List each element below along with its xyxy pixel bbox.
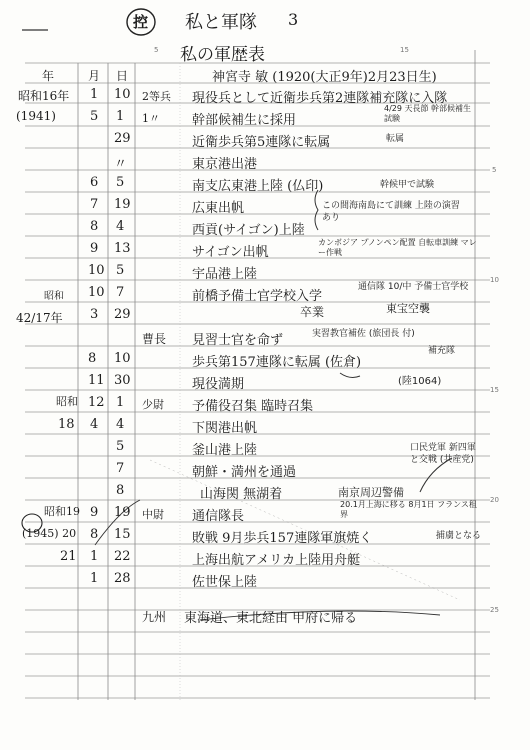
row-day: 22 bbox=[114, 549, 131, 564]
row-rank: 中尉 bbox=[142, 508, 164, 521]
column-header-year: 年 bbox=[42, 69, 55, 83]
row-note: 20.1月上海に移る 8月1日 フランス租界 bbox=[340, 500, 477, 519]
row-note: この間海南島にて訓練 上陸の演習あり bbox=[322, 201, 460, 223]
row-month: 5 bbox=[90, 109, 99, 124]
margin-number: 5 bbox=[492, 166, 497, 174]
row-event: 朝鮮・満州を通過 bbox=[192, 465, 297, 480]
row-event: 現役兵として近衛歩兵第2連隊補充隊に入隊 bbox=[192, 91, 448, 106]
row-event: 山海関 無湖着 bbox=[200, 487, 283, 502]
row-month: 10 bbox=[88, 285, 105, 300]
row-event: 敗戦 9月歩兵157連隊軍旗焼く bbox=[192, 531, 373, 546]
row-day: 30 bbox=[114, 373, 131, 388]
row-year: (1941) bbox=[16, 109, 56, 123]
row-note: 幹候甲で試験 bbox=[380, 180, 435, 190]
row-month: 8 bbox=[88, 351, 97, 366]
row-event: 通信隊長 bbox=[192, 509, 245, 524]
row-note: 4/29 天長節 幹部候補生試験 bbox=[384, 104, 472, 123]
row-month: 1 bbox=[90, 87, 99, 102]
row-month: 3 bbox=[90, 307, 99, 322]
row-note: 東宝空襲 bbox=[386, 302, 430, 315]
row-note: 捕虜となる bbox=[436, 531, 482, 541]
column-header-day: 日 bbox=[116, 69, 129, 83]
row-day: 28 bbox=[114, 571, 131, 586]
row-day: 7 bbox=[116, 285, 125, 300]
row-year: 昭和 bbox=[44, 291, 64, 302]
row-note: 転属 bbox=[386, 134, 405, 144]
row-month: 6 bbox=[90, 175, 99, 190]
row-event: 南支広東港上陸 (仏印) bbox=[192, 179, 324, 194]
row-rank: 少尉 bbox=[142, 398, 164, 411]
row-note: 補充隊 bbox=[428, 346, 456, 356]
row-day: 5 bbox=[116, 439, 125, 454]
row-month: 1 bbox=[90, 571, 99, 586]
row-event: 宇品港上陸 bbox=[192, 267, 258, 282]
row-rank: 九州 bbox=[142, 610, 167, 624]
row-day: 8 bbox=[116, 483, 125, 498]
row-month: 4 bbox=[90, 417, 99, 432]
margin-number: 25 bbox=[490, 606, 499, 614]
row-month: 1 bbox=[90, 549, 99, 564]
stamp-text: 控 bbox=[133, 13, 149, 31]
row-event: 釜山港上陸 bbox=[192, 443, 258, 458]
row-event: サイゴン出帆 bbox=[192, 245, 269, 260]
row-year: 昭和16年 bbox=[18, 89, 70, 103]
row-day: 15 bbox=[114, 527, 131, 542]
document-title: 私と軍隊 bbox=[185, 12, 257, 33]
row-note: 実習教官補佐 (旅団長 付) bbox=[312, 329, 415, 339]
row-event: 神宮寺 敏 (1920(大正9年)2月23日生) bbox=[212, 70, 437, 85]
row-event: 卒業 bbox=[300, 305, 325, 319]
page-subtitle: 私の軍歴表 bbox=[180, 45, 265, 65]
row-event: 現役満期 bbox=[192, 377, 245, 392]
row-day: 1 bbox=[116, 395, 125, 410]
row-year: 42/17年 bbox=[16, 311, 63, 325]
row-rank: 1〃 bbox=[142, 112, 160, 125]
page-number: 3 bbox=[288, 10, 299, 29]
row-month: 9 bbox=[90, 505, 99, 520]
row-month: 11 bbox=[88, 373, 105, 388]
margin-number: 20 bbox=[490, 496, 499, 504]
row-day: 10 bbox=[114, 351, 131, 366]
row-event: 予備役召集 臨時召集 bbox=[192, 399, 314, 414]
row-day: 29 bbox=[114, 131, 131, 146]
row-note: (陸1064) bbox=[398, 376, 442, 387]
row-month: 8 bbox=[90, 527, 99, 542]
margin-number: 10 bbox=[490, 276, 499, 284]
row-day: 7 bbox=[116, 461, 125, 476]
column-header-month: 月 bbox=[88, 69, 101, 83]
row-event: 佐世保上陸 bbox=[192, 575, 258, 590]
row-event: 上海出航アメリカ上陸用舟艇 bbox=[192, 553, 361, 568]
top-number: 15 bbox=[400, 46, 409, 54]
row-day: 〃 bbox=[114, 157, 128, 172]
row-month: 12 bbox=[88, 395, 105, 410]
row-year: (1945) 20 bbox=[22, 527, 77, 540]
top-number: 5 bbox=[154, 46, 159, 54]
row-event: 前橋予備士官学校入学 bbox=[192, 289, 323, 304]
row-rank: 曹長 bbox=[142, 332, 167, 346]
row-day: 10 bbox=[114, 87, 131, 102]
row-day: 19 bbox=[114, 505, 131, 520]
row-note: 通信隊 10/中 予備士官学校 bbox=[358, 282, 469, 292]
row-month: 7 bbox=[90, 197, 99, 212]
row-day: 29 bbox=[114, 307, 131, 322]
row-event: 東海道、東北経由 甲府に帰る bbox=[184, 611, 358, 626]
margin-number: 15 bbox=[490, 386, 499, 394]
row-day: 4 bbox=[116, 417, 125, 432]
row-year: 昭和19 bbox=[44, 505, 80, 518]
row-event: 近衛歩兵第5連隊に転属 bbox=[192, 135, 331, 150]
row-event: 西貢(サイゴン)上陸 bbox=[192, 223, 305, 238]
row-day: 19 bbox=[114, 197, 131, 212]
row-rank: 2等兵 bbox=[142, 90, 171, 103]
row-year: 18 bbox=[58, 417, 75, 432]
row-year: 昭和 bbox=[56, 395, 78, 408]
row-note: カンボジア プノンペン配置 自転車訓練 マレー作戦 bbox=[318, 238, 477, 257]
row-day: 4 bbox=[116, 219, 125, 234]
row-month: 8 bbox=[90, 219, 99, 234]
row-event: 見習士官を命ず bbox=[192, 333, 284, 348]
row-day: 5 bbox=[116, 263, 125, 278]
row-month: 9 bbox=[90, 241, 99, 256]
row-event: 幹部候補生に採用 bbox=[192, 113, 297, 128]
row-year: 21 bbox=[60, 549, 77, 564]
row-day: 5 bbox=[116, 175, 125, 190]
row-day: 1 bbox=[116, 109, 125, 124]
row-day: 13 bbox=[114, 241, 131, 256]
row-event: 下関港出帆 bbox=[192, 421, 258, 436]
row-event: 広東出帆 bbox=[192, 201, 245, 216]
row-month: 10 bbox=[88, 263, 105, 278]
row-event: 歩兵第157連隊に転属 (佐倉) bbox=[192, 355, 362, 370]
row-note: 口民党軍 新四軍と交戦 (共産党) bbox=[410, 443, 476, 465]
row-event: 東京港出港 bbox=[192, 157, 258, 172]
row-note: 南京周辺警備 bbox=[338, 486, 404, 499]
